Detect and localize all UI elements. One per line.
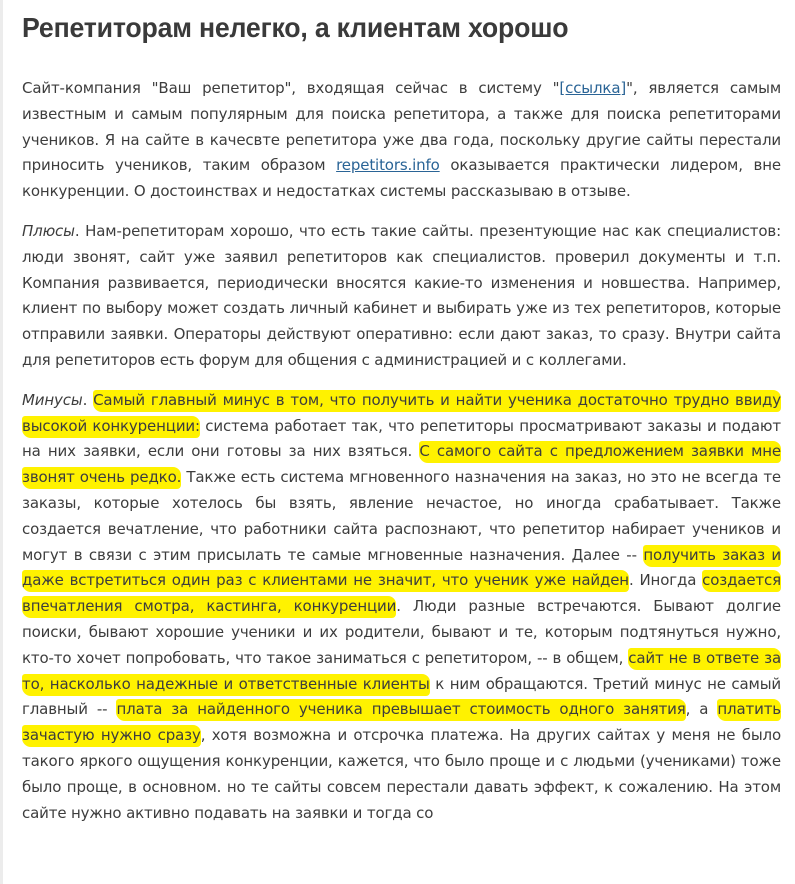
intro-text-1: Сайт-компания "Ваш репетитор", входящая сейчас в систему " <box>22 79 560 97</box>
intro-text-3: оказывается практически лидером, вне конкуренции. О достоинствах и недостатках системы рассказываю в отзыве. <box>22 156 781 201</box>
highlight-pay-immediately: платить зачастую нужно сразу <box>22 699 781 747</box>
cons-paragraph <box>22 388 781 827</box>
highlight-main-minus: Самый главный минус в том, что получить и найти ученика достаточно трудно ввиду высокой конкуренции: <box>22 390 781 438</box>
repetitors-info-link[interactable]: repetitors.info <box>336 156 440 175</box>
pros-paragraph <box>22 219 781 374</box>
highlight-rare-calls: С самого сайта с предложением заявки мне звонят очень редко. <box>22 441 781 489</box>
left-border-strip <box>0 0 3 884</box>
review-article <box>22 0 781 826</box>
highlight-fee-exceeds: плата за найденного ученика превышает стоимость одного занятия <box>116 699 685 721</box>
cons-text: к ним обращаются. Третий минус не самый главный -- <box>22 674 781 719</box>
link-placeholder[interactable]: [ссылка] <box>559 79 627 97</box>
article-title: Репетиторам нелегко, а клиентам хорошо <box>22 12 569 43</box>
intro-text-2: ", является самым известным и самым популярным для поиска репетитора, а также для поиска репетиторами учеников. Я на сайте в качесвте репетитора уже два года, поскольку другие сайты перестали приносить учеников, таким образом <box>22 79 782 175</box>
cons-text: . Иногда <box>628 571 703 590</box>
cons-text: , хотя возможна и отсрочка платежа. На других сайтах у меня не было такого яркого ощущения конкуренции, кажется, что было проще и с людьми (учениками) тоже было проще, в основном. но те сайты совсем перестали давать эффект, к сожалению. На этом сайте нужно активно подавать на заявки и тогда со <box>22 726 782 822</box>
pros-label: Плюсы <box>22 221 75 240</box>
intro-paragraph <box>22 76 781 205</box>
cons-text: . Люди разные встречаются. Бывают долгие поиски, бывают хорошие ученики и их родители, бывают и те, которым подтянуться нужно, кто-то хочет попробовать, что такое заниматься с репетитором, -- в общем, <box>22 597 781 667</box>
cons-text: , а <box>685 700 718 719</box>
cons-text: система работает так, что репетиторы просматривают заказы и подают на них заявки, если они готовы за них взяться. <box>22 416 781 461</box>
cons-label: Минусы <box>22 390 83 409</box>
pros-text: . Нам-репетиторам хорошо, что есть такие сайты. презентующие нас как специалистов: люди звонят, сайт уже заявил репетиторов как специалистов. проверил документы и т.п. Компания развивается, периодически вносятся какие-то изменения и новшества. Например, клиент по выбору может создать личный кабинет и выбирать уже из тех репетиторов, которые отправили заявки. Операторы действуют оперативно: если дают заказ, то сразу. Внутри сайта для репетиторов есть форум для общения с администрацией и с коллегами. <box>22 221 781 369</box>
cons-text: . <box>82 390 94 409</box>
highlight-casting: создается впечатления смотра, кастинга, конкуренции <box>22 570 781 618</box>
cons-text: Также есть система мгновенного назначения на заказ, но это не всегда те заказы, которые хотелось бы взять, явление нечастое, но иногда срабатывает. Также создается вечатление, что работники сайта распознают, что репетитор набирает учеников и могут в связи с этим присылать те самые мгновенные назначения. Далее -- <box>22 468 781 564</box>
highlight-order-not-found: получить заказ и даже встретиться один раз с клиентами не значит, что ученик уже найден <box>22 545 781 593</box>
highlight-site-not-responsible: сайт не в ответе за то, насколько надежные и ответственные клиенты <box>22 648 781 696</box>
